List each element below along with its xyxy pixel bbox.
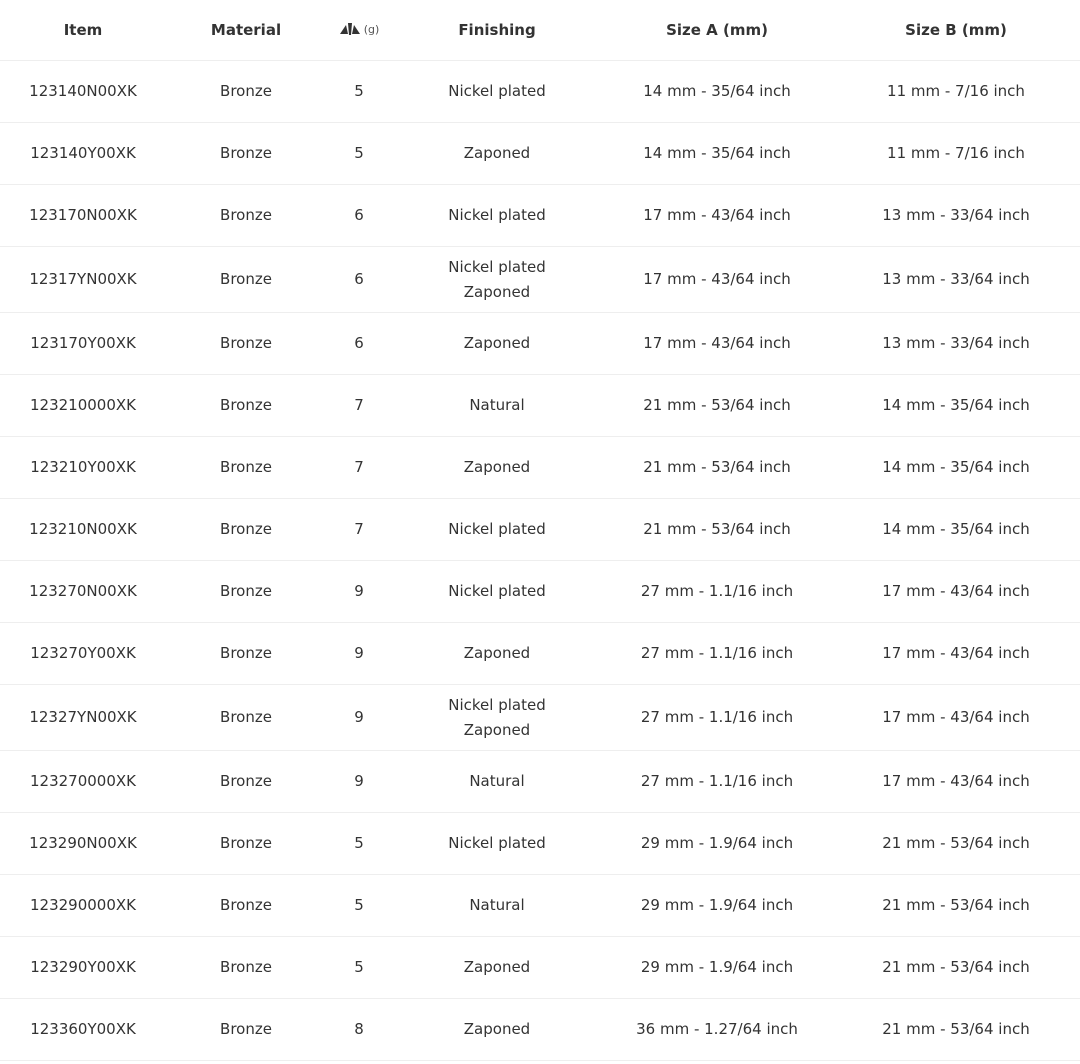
header-size-b: Size B (mm) (832, 0, 1080, 61)
cell-finishing (392, 185, 602, 247)
finishing-value: Zaponed (463, 1020, 531, 1038)
cell-finishing (392, 813, 602, 875)
finishing-value: Zaponed (463, 334, 531, 352)
cell-size-b: 11 mm - 7/16 inch (832, 61, 1080, 123)
cell-finishing (392, 751, 602, 813)
cell-weight: 5 (326, 813, 392, 875)
table-row (0, 437, 1080, 499)
cell-weight: 9 (326, 623, 392, 685)
cell-material: Bronze (166, 185, 326, 247)
finishing-value: Zaponed (463, 458, 531, 476)
table-row (0, 937, 1080, 999)
cell-item: 123270N00XK (0, 561, 166, 623)
scale-icon (339, 23, 361, 35)
cell-finishing (392, 999, 602, 1061)
cell-item: 12327YN00XK (0, 685, 166, 751)
cell-size-a: 29 mm - 1.9/64 inch (602, 875, 832, 937)
table-row (0, 813, 1080, 875)
cell-finishing (392, 313, 602, 375)
cell-size-a: 14 mm - 35/64 inch (602, 123, 832, 185)
cell-size-b: 13 mm - 33/64 inch (832, 313, 1080, 375)
cell-finishing (392, 61, 602, 123)
header-item: Item (0, 0, 166, 61)
cell-weight: 5 (326, 123, 392, 185)
cell-weight: 9 (326, 685, 392, 751)
cell-finishing (392, 437, 602, 499)
cell-finishing (392, 499, 602, 561)
weight-unit-label: (g) (363, 22, 380, 36)
cell-size-a: 14 mm - 35/64 inch (602, 61, 832, 123)
cell-size-a: 21 mm - 53/64 inch (602, 375, 832, 437)
finishing-value: Natural (469, 396, 525, 414)
table-row (0, 313, 1080, 375)
cell-material: Bronze (166, 685, 326, 751)
cell-size-b: 21 mm - 53/64 inch (832, 875, 1080, 937)
cell-material: Bronze (166, 813, 326, 875)
cell-size-a: 27 mm - 1.1/16 inch (602, 561, 832, 623)
cell-finishing (392, 247, 602, 313)
cell-size-b: 13 mm - 33/64 inch (832, 185, 1080, 247)
cell-weight: 5 (326, 61, 392, 123)
finishing-value: Nickel plated (448, 82, 546, 100)
cell-size-b: 17 mm - 43/64 inch (832, 751, 1080, 813)
cell-item: 123270000XK (0, 751, 166, 813)
finishing-value: Zaponed (463, 282, 531, 301)
cell-item: 123210000XK (0, 375, 166, 437)
cell-weight: 6 (326, 313, 392, 375)
cell-material: Bronze (166, 313, 326, 375)
cell-size-b: 21 mm - 53/64 inch (832, 937, 1080, 999)
cell-material: Bronze (166, 875, 326, 937)
cell-item: 123210Y00XK (0, 437, 166, 499)
cell-material: Bronze (166, 499, 326, 561)
table-row (0, 623, 1080, 685)
cell-item: 123170N00XK (0, 185, 166, 247)
cell-item: 123140Y00XK (0, 123, 166, 185)
cell-size-b: 14 mm - 35/64 inch (832, 375, 1080, 437)
table-row (0, 61, 1080, 123)
cell-weight: 9 (326, 751, 392, 813)
cell-size-b: 14 mm - 35/64 inch (832, 499, 1080, 561)
cell-weight: 9 (326, 561, 392, 623)
table-header (0, 0, 1080, 61)
cell-material: Bronze (166, 375, 326, 437)
cell-weight: 7 (326, 437, 392, 499)
finishing-value: Nickel plated (448, 695, 546, 714)
cell-weight: 6 (326, 185, 392, 247)
table-row (0, 561, 1080, 623)
finishing-value: Natural (469, 772, 525, 790)
cell-finishing (392, 561, 602, 623)
cell-weight: 7 (326, 499, 392, 561)
table-row (0, 751, 1080, 813)
table-row (0, 123, 1080, 185)
finishing-value: Nickel plated (448, 257, 546, 276)
cell-material: Bronze (166, 437, 326, 499)
cell-weight: 5 (326, 937, 392, 999)
cell-size-a: 17 mm - 43/64 inch (602, 185, 832, 247)
cell-material: Bronze (166, 937, 326, 999)
finishing-value: Natural (469, 896, 525, 914)
table-body (0, 61, 1080, 1061)
cell-size-a: 29 mm - 1.9/64 inch (602, 937, 832, 999)
cell-size-b: 21 mm - 53/64 inch (832, 999, 1080, 1061)
cell-item: 123290Y00XK (0, 937, 166, 999)
finishing-value: Nickel plated (448, 206, 546, 224)
table-row (0, 685, 1080, 751)
cell-size-b: 14 mm - 35/64 inch (832, 437, 1080, 499)
cell-size-a: 27 mm - 1.1/16 inch (602, 685, 832, 751)
cell-finishing (392, 685, 602, 751)
cell-item: 123210N00XK (0, 499, 166, 561)
finishing-value: Nickel plated (448, 520, 546, 538)
cell-finishing (392, 123, 602, 185)
cell-size-b: 17 mm - 43/64 inch (832, 561, 1080, 623)
cell-size-a: 17 mm - 43/64 inch (602, 313, 832, 375)
cell-weight: 8 (326, 999, 392, 1061)
cell-item: 123360Y00XK (0, 999, 166, 1061)
cell-item: 12317YN00XK (0, 247, 166, 313)
cell-size-b: 11 mm - 7/16 inch (832, 123, 1080, 185)
cell-material: Bronze (166, 123, 326, 185)
header-weight (326, 0, 392, 61)
cell-size-b: 21 mm - 53/64 inch (832, 813, 1080, 875)
cell-finishing (392, 875, 602, 937)
cell-material: Bronze (166, 561, 326, 623)
table-row (0, 185, 1080, 247)
table-row (0, 875, 1080, 937)
cell-weight: 6 (326, 247, 392, 313)
cell-material: Bronze (166, 751, 326, 813)
cell-size-a: 27 mm - 1.1/16 inch (602, 751, 832, 813)
cell-size-b: 13 mm - 33/64 inch (832, 247, 1080, 313)
cell-finishing (392, 937, 602, 999)
cell-item: 123140N00XK (0, 61, 166, 123)
cell-finishing (392, 375, 602, 437)
table-row (0, 375, 1080, 437)
finishing-value: Nickel plated (448, 834, 546, 852)
header-row (0, 0, 1080, 61)
cell-material: Bronze (166, 247, 326, 313)
cell-item: 123170Y00XK (0, 313, 166, 375)
cell-size-a: 17 mm - 43/64 inch (602, 247, 832, 313)
cell-size-a: 29 mm - 1.9/64 inch (602, 813, 832, 875)
finishing-value: Zaponed (463, 644, 531, 662)
table-row (0, 999, 1080, 1061)
cell-item: 123290000XK (0, 875, 166, 937)
cell-item: 123290N00XK (0, 813, 166, 875)
cell-item: 123270Y00XK (0, 623, 166, 685)
finishing-value: Zaponed (463, 144, 531, 162)
cell-weight: 5 (326, 875, 392, 937)
cell-size-a: 27 mm - 1.1/16 inch (602, 623, 832, 685)
table-row (0, 499, 1080, 561)
cell-size-a: 21 mm - 53/64 inch (602, 437, 832, 499)
cell-material: Bronze (166, 623, 326, 685)
finishing-value: Nickel plated (448, 582, 546, 600)
table-row (0, 247, 1080, 313)
cell-size-b: 17 mm - 43/64 inch (832, 623, 1080, 685)
cell-size-a: 21 mm - 53/64 inch (602, 499, 832, 561)
header-size-a: Size A (mm) (602, 0, 832, 61)
header-material: Material (166, 0, 326, 61)
cell-weight: 7 (326, 375, 392, 437)
cell-finishing (392, 623, 602, 685)
cell-material: Bronze (166, 999, 326, 1061)
cell-material: Bronze (166, 61, 326, 123)
finishing-value: Zaponed (463, 720, 531, 739)
finishing-value: Zaponed (463, 958, 531, 976)
cell-size-a: 36 mm - 1.27/64 inch (602, 999, 832, 1061)
header-finishing: Finishing (392, 0, 602, 61)
cell-size-b: 17 mm - 43/64 inch (832, 685, 1080, 751)
